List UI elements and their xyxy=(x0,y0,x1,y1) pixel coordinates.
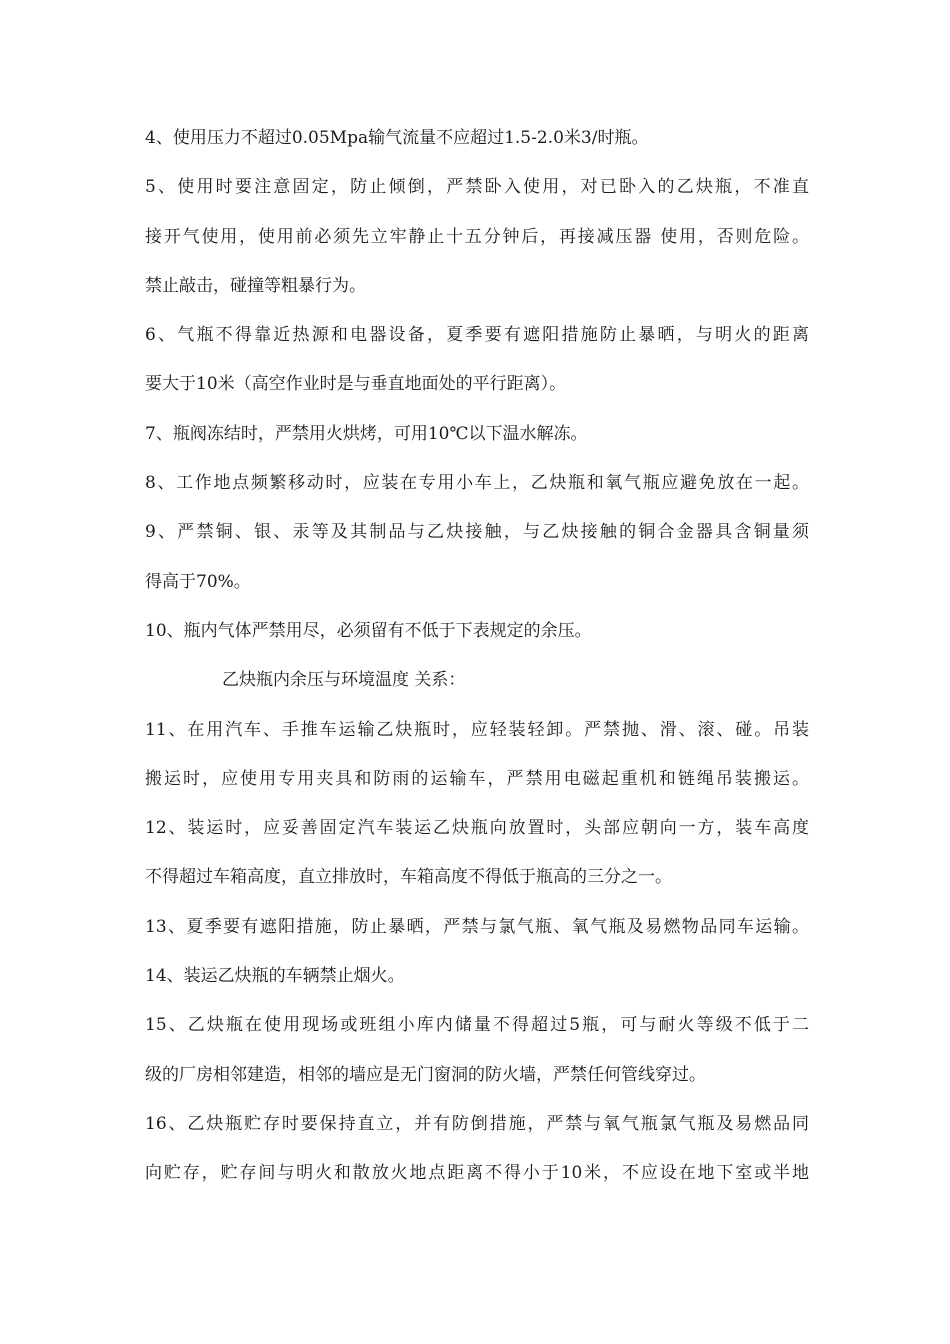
text-line-item-13: 13、夏季要有遮阳措施，防止暴晒，严禁与氯气瓶、氧气瓶及易燃物品同车运输。 xyxy=(145,916,809,937)
text-line-item-6-end: 要大于10米（高空作业时是与垂直地面处的平行距离）。 xyxy=(145,374,567,395)
text-line-item-16-cont: 向贮存，贮存间与明火和散放火地点距离不得小于10米，不应设在地下室或半地 xyxy=(145,1163,809,1184)
text-line-item-7: 7、瓶阀冻结时，严禁用火烘烤，可用10℃以下温水解冻。 xyxy=(145,423,588,444)
text-line-item-12: 12、装运时，应妥善固定汽车装运乙炔瓶向放置时，头部应朝向一方，装车高度 xyxy=(145,818,809,839)
text-line-item-15-end: 级的厂房相邻建造，相邻的墙应是无门窗洞的防火墙，严禁任何管线穿过。 xyxy=(145,1064,706,1085)
text-line-item-14: 14、装运乙炔瓶的车辆禁止烟火。 xyxy=(145,966,405,987)
text-line-item-9: 9、严禁铜、银、汞等及其制品与乙炔接触，与乙炔接触的铜合金器具含铜量须 xyxy=(145,522,809,543)
text-line-item-11: 11、在用汽车、手推车运输乙炔瓶时，应轻装轻卸。严禁抛、滑、滚、碰。吊装 xyxy=(145,719,809,740)
text-line-item-9-end: 得高于70%。 xyxy=(145,571,251,592)
text-line-item-11-end: 搬运时，应使用专用夹具和防雨的运输车，严禁用电磁起重机和链绳吊装搬运。 xyxy=(145,768,809,789)
text-line-item-10: 10、瓶内气体严禁用尽，必须留有不低于下表规定的余压。 xyxy=(145,620,592,641)
table-caption: 乙炔瓶内余压与环境温度 关系： xyxy=(222,670,466,691)
text-line-item-15: 15、乙炔瓶在使用现场或班组小库内储量不得超过5瓶，可与耐火等级不低于二 xyxy=(145,1015,809,1036)
text-line-item-4: 4、使用压力不超过0.05Mpa输气流量不应超过1.5-2.0米3/时瓶。 xyxy=(145,128,649,148)
text-line-item-6: 6、气瓶不得靠近热源和电器设备，夏季要有遮阳措施防止暴晒，与明火的距离 xyxy=(145,325,809,346)
text-line-item-5-cont: 接开气使用，使用前必须先立牢静止十五分钟后，再接减压器 使用，否则危险。 xyxy=(145,226,809,247)
text-line-item-16: 16、乙炔瓶贮存时要保持直立，并有防倒措施，严禁与氧气瓶氯气瓶及易燃品同 xyxy=(145,1113,809,1134)
text-line-item-5: 5、使用时要注意固定，防止倾倒，严禁卧入使用，对已卧入的乙炔瓶，不准直 xyxy=(145,177,809,198)
text-line-item-5-end: 禁止敲击，碰撞等粗暴行为。 xyxy=(145,275,366,296)
text-line-item-8: 8、工作地点频繁移动时，应装在专用小车上，乙炔瓶和氧气瓶应避免放在一起。 xyxy=(145,473,809,494)
document-body xyxy=(145,122,809,1207)
text-line-item-12-end: 不得超过车箱高度，直立排放时，车箱高度不得低于瓶高的三分之一。 xyxy=(145,867,672,888)
